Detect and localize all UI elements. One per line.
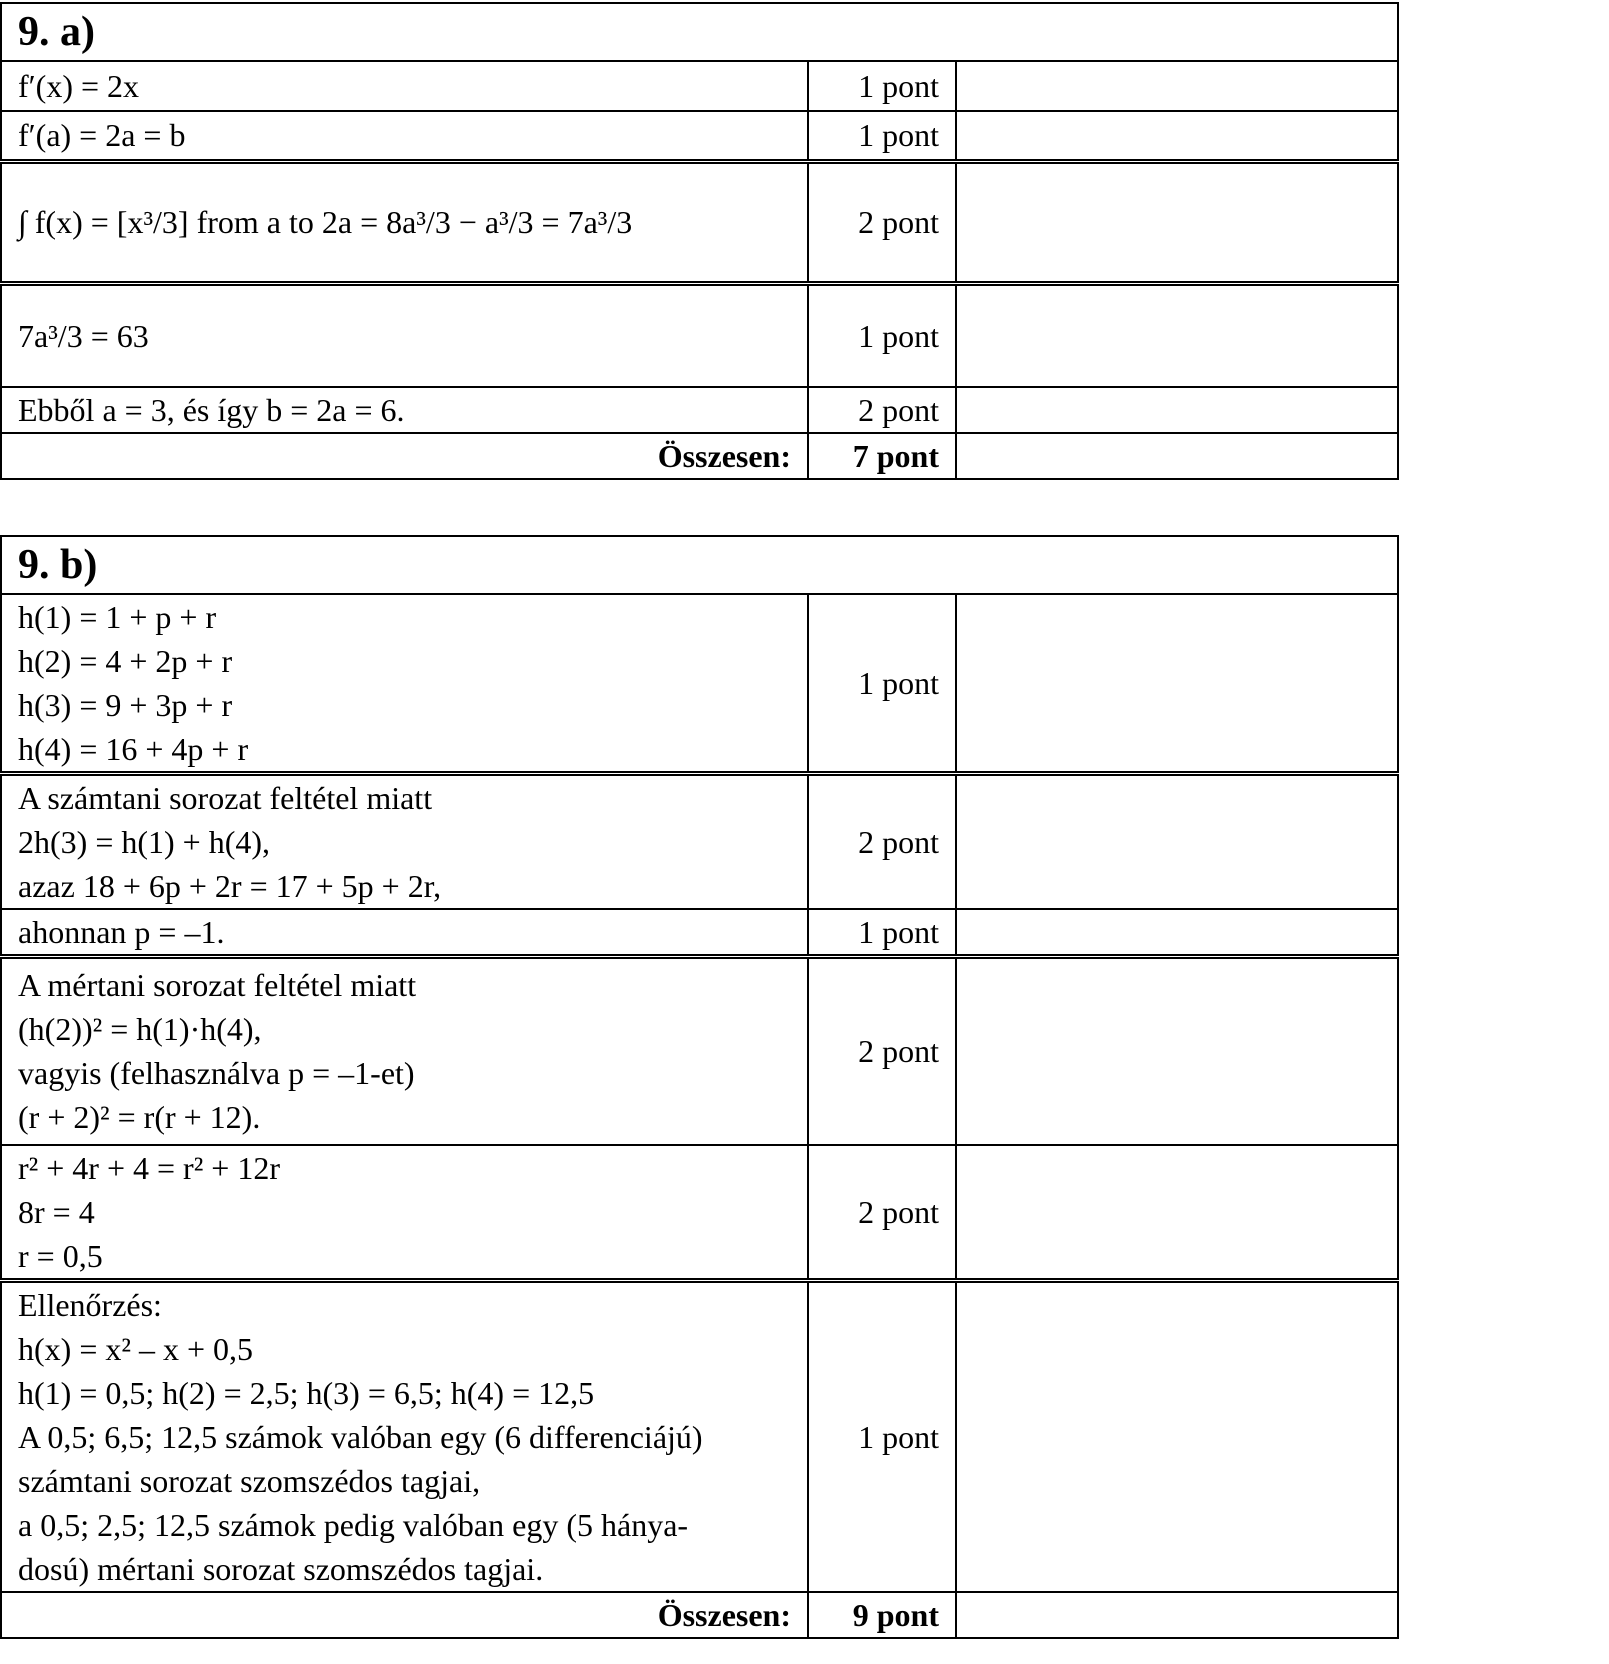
total-points: 9 pont <box>808 1592 956 1638</box>
line: r² + 4r + 4 = r² + 12r <box>18 1149 280 1186</box>
line: dosú) mértani sorozat szomszédos tagjai. <box>18 1551 544 1587</box>
total-row <box>1 433 1398 479</box>
line: A 0,5; 6,5; 12,5 számok valóban egy (6 differenciájú) <box>18 1419 703 1455</box>
line: A számtani sorozat feltétel miatt <box>18 780 433 816</box>
table-part-a <box>0 2 1399 480</box>
table-row <box>1 1281 1398 1593</box>
line: (r + 2)² = r(r + 12). <box>18 1099 261 1136</box>
solution-step <box>1 1281 808 1593</box>
solution-step: f′(a) = 2a = b <box>1 111 808 161</box>
line: (h(2))² = h(1)·h(4), <box>18 1011 262 1048</box>
table-row <box>1 111 1398 161</box>
table-row <box>1 387 1398 433</box>
table-row <box>1 594 1398 774</box>
solution-step <box>1 594 808 774</box>
points-cell: 1 pont <box>808 283 956 387</box>
grading-cell <box>956 387 1398 433</box>
points-cell: 1 pont <box>808 111 956 161</box>
points-cell: 1 pont <box>808 594 956 774</box>
points-cell: 2 pont <box>808 774 956 910</box>
total-points: 7 pont <box>808 433 956 479</box>
solution-step: ∫ f(x) = [x³/3] from a to 2a = 8a³/3 − a³/3 = 7a³/3 <box>1 161 808 283</box>
solution-step: 7a³/3 = 63 <box>1 283 808 387</box>
total-label: Összesen: <box>1 433 808 479</box>
grading-cell <box>956 61 1398 111</box>
grading-cell <box>956 433 1398 479</box>
solution-step: Ebből a = 3, és így b = 2a = 6. <box>1 387 808 433</box>
line: 2h(3) = h(1) + h(4), <box>18 824 271 860</box>
points-cell: 1 pont <box>808 61 956 111</box>
total-label: Összesen: <box>1 1592 808 1638</box>
grading-cell <box>956 1145 1398 1281</box>
points-cell: 1 pont <box>808 1281 956 1593</box>
part-a-title: 9. a) <box>1 3 1398 61</box>
points-cell: 1 pont <box>808 909 956 957</box>
grading-cell <box>956 909 1398 957</box>
total-row <box>1 1592 1398 1638</box>
line: 8r = 4 <box>18 1193 95 1230</box>
grading-cell <box>956 111 1398 161</box>
line: h(1) = 1 + p + r <box>18 599 217 635</box>
solution-step <box>1 909 808 957</box>
points-cell: 2 pont <box>808 387 956 433</box>
line: h(1) = 0,5; h(2) = 2,5; h(3) = 6,5; h(4) = 12,5 <box>18 1375 595 1411</box>
points-cell: 2 pont <box>808 957 956 1145</box>
line: ahonnan p = –1. <box>18 914 225 950</box>
grading-cell <box>956 161 1398 283</box>
line: azaz 18 + 6p + 2r = 17 + 5p + 2r, <box>18 868 442 904</box>
table-part-b <box>0 535 1399 1639</box>
solution-step <box>1 957 808 1145</box>
table-row <box>1 909 1398 957</box>
line: h(x) = x² – x + 0,5 <box>18 1331 253 1367</box>
grading-cell <box>956 1592 1398 1638</box>
table-row <box>1 161 1398 283</box>
grading-cell <box>956 774 1398 910</box>
table-row <box>1 957 1398 1145</box>
solution-step <box>1 774 808 910</box>
line: h(4) = 16 + 4p + r <box>18 731 249 767</box>
grading-cell <box>956 283 1398 387</box>
grading-cell <box>956 594 1398 774</box>
solution-step <box>1 1145 808 1281</box>
line: számtani sorozat szomszédos tagjai, <box>18 1463 481 1499</box>
table-row <box>1 774 1398 910</box>
table-row <box>1 61 1398 111</box>
part-b-title: 9. b) <box>1 536 1398 594</box>
line: h(2) = 4 + 2p + r <box>18 643 233 679</box>
table-row <box>1 1145 1398 1281</box>
grading-cell <box>956 1281 1398 1593</box>
points-cell: 2 pont <box>808 1145 956 1281</box>
line: vagyis (felhasználva p = –1-et) <box>18 1055 415 1092</box>
line: Ellenőrzés: <box>18 1287 162 1323</box>
grading-cell <box>956 957 1398 1145</box>
line: a 0,5; 2,5; 12,5 számok pedig valóban egy (5 hánya- <box>18 1507 689 1543</box>
table-row <box>1 283 1398 387</box>
solution-step: f′(x) = 2x <box>1 61 808 111</box>
points-cell: 2 pont <box>808 161 956 283</box>
line: r = 0,5 <box>18 1237 103 1274</box>
line: h(3) = 9 + 3p + r <box>18 687 233 723</box>
line: A mértani sorozat feltétel miatt <box>18 967 417 1004</box>
